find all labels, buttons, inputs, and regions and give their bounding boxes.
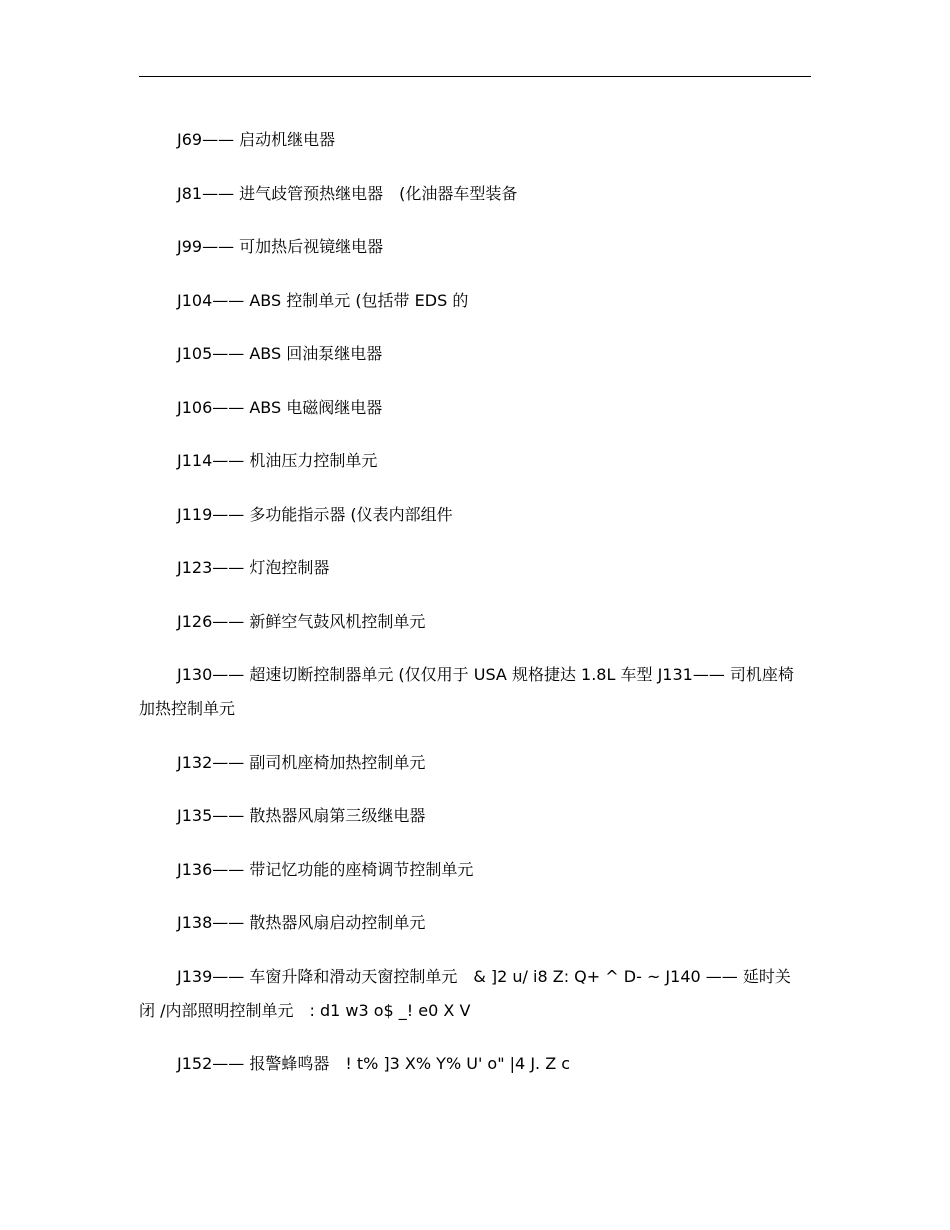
entry-j136: J136—— 带记忆功能的座椅调节控制单元 [177, 859, 474, 879]
entry-j69: J69—— 启动机继电器 [177, 130, 336, 149]
entry-j139-j140: J139—— 车窗升降和滑动天窗控制单元 & ]2 u/ i8 Z: Q+ ^ D- ~ J140 —— 延时关闭 /内部照明控制单元 : d1 w3 o$ _! e0 X V [139, 966, 791, 1020]
entry-j132: J132—— 副司机座椅加热控制单元 [177, 752, 426, 772]
entry-j123: J123—— 灯泡控制器 [177, 558, 330, 577]
entry-j104: J104—— ABS 控制单元 (包括带 EDS 的 [177, 290, 469, 310]
header-rule [139, 76, 811, 77]
entry-j81: J81—— 进气歧管预热继电器 (化油器车型装备 [177, 183, 518, 203]
document-body [139, 123, 803, 1101]
entry-j152: J152—— 报警蜂鸣器 ! t% ]3 X% Y% U' o" |4 J. Z c [177, 1054, 571, 1073]
entry-j99: J99—— 可加热后视镜继电器 [177, 237, 384, 256]
entry-j135: J135—— 散热器风扇第三级继电器 [177, 806, 426, 825]
entry-j138: J138—— 散热器风扇启动控制单元 [177, 913, 426, 932]
entry-j130-j131: J130—— 超速切断控制器单元 (仅仅用于 USA 规格捷达 1.8L 车型 J131—— 司机座椅加热控制单元 [139, 665, 794, 718]
entry-j114: J114—— 机油压力控制单元 [177, 451, 378, 470]
entry-j105: J105—— ABS 回油泵继电器 [177, 344, 383, 363]
entry-j119: J119—— 多功能指示器 (仪表内部组件 [177, 504, 453, 524]
entry-j106: J106—— ABS 电磁阀继电器 [177, 397, 383, 417]
entry-j126: J126—— 新鲜空气鼓风机控制单元 [177, 611, 426, 631]
